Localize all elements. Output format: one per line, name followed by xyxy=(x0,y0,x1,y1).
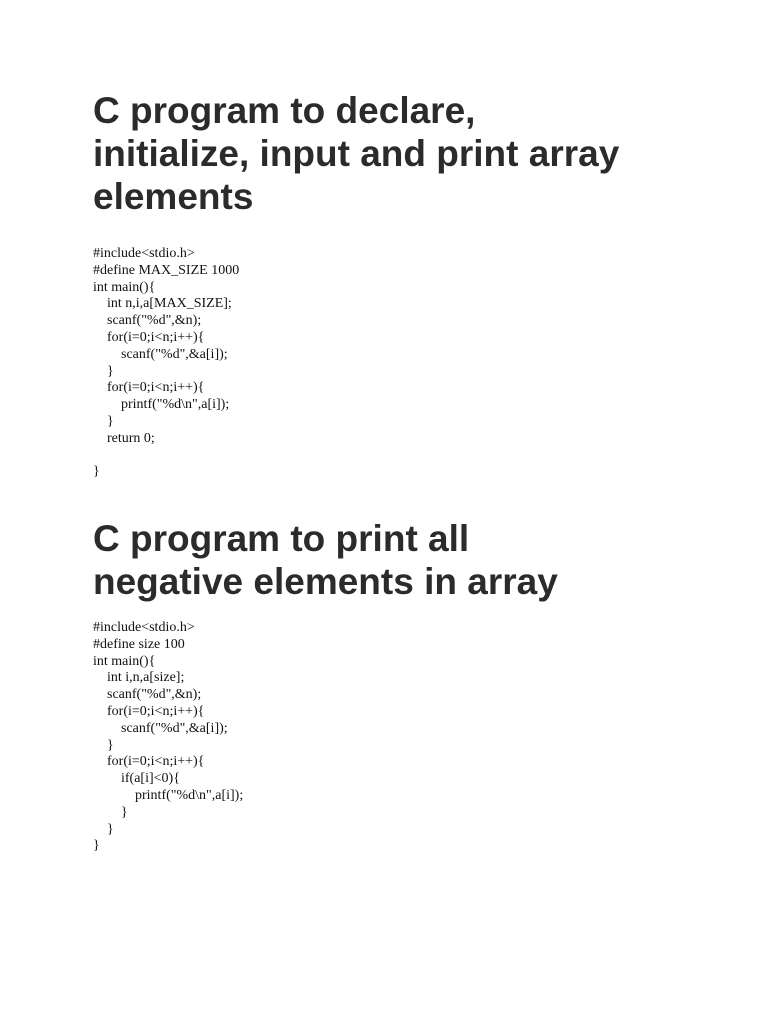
code-line: return 0; xyxy=(93,430,155,446)
code-line: scanf("%d",&n); xyxy=(93,687,202,703)
code-line: for(i=0;i<n;i++){ xyxy=(93,329,205,345)
code-line: #include<stdio.h> xyxy=(93,246,195,261)
code-line: } xyxy=(93,464,100,480)
code-line: int main(){ xyxy=(93,653,156,669)
code-line: } xyxy=(93,413,114,429)
code-line: scanf("%d",&n); xyxy=(93,313,202,329)
code-line: } xyxy=(93,838,100,854)
code-line: for(i=0;i<n;i++){ xyxy=(93,703,205,719)
section-1-title xyxy=(93,89,713,218)
title-line: elements xyxy=(93,176,254,217)
title-line: initialize, input and print array xyxy=(93,133,620,174)
code-line: int n,i,a[MAX_SIZE]; xyxy=(93,296,232,312)
code-line: scanf("%d",&a[i]); xyxy=(93,720,228,736)
code-line: #define MAX_SIZE 1000 xyxy=(93,262,240,278)
section-1-code-block xyxy=(93,246,239,481)
code-line: printf("%d\n",a[i]); xyxy=(93,397,230,413)
code-line: for(i=0;i<n;i++){ xyxy=(93,380,205,396)
section-2-code-block xyxy=(93,620,243,855)
code-line: int i,n,a[size]; xyxy=(93,670,185,686)
code-line: scanf("%d",&a[i]); xyxy=(93,346,228,362)
code-line: printf("%d\n",a[i]); xyxy=(93,787,244,803)
title-line: C program to declare, xyxy=(93,90,476,131)
code-line: if(a[i]<0){ xyxy=(93,771,180,787)
code-line: } xyxy=(93,363,114,379)
code-line: } xyxy=(93,821,114,837)
code-line: #define size 100 xyxy=(93,636,185,652)
title-line: C program to print all xyxy=(93,518,470,559)
code-line xyxy=(93,448,239,465)
code-line: for(i=0;i<n;i++){ xyxy=(93,754,205,770)
code-line: int main(){ xyxy=(93,279,156,295)
title-line: negative elements in array xyxy=(93,561,558,602)
code-line: #include<stdio.h> xyxy=(93,620,195,635)
code-line: } xyxy=(93,737,114,753)
code-line: } xyxy=(93,804,128,820)
section-2-title xyxy=(93,517,713,603)
